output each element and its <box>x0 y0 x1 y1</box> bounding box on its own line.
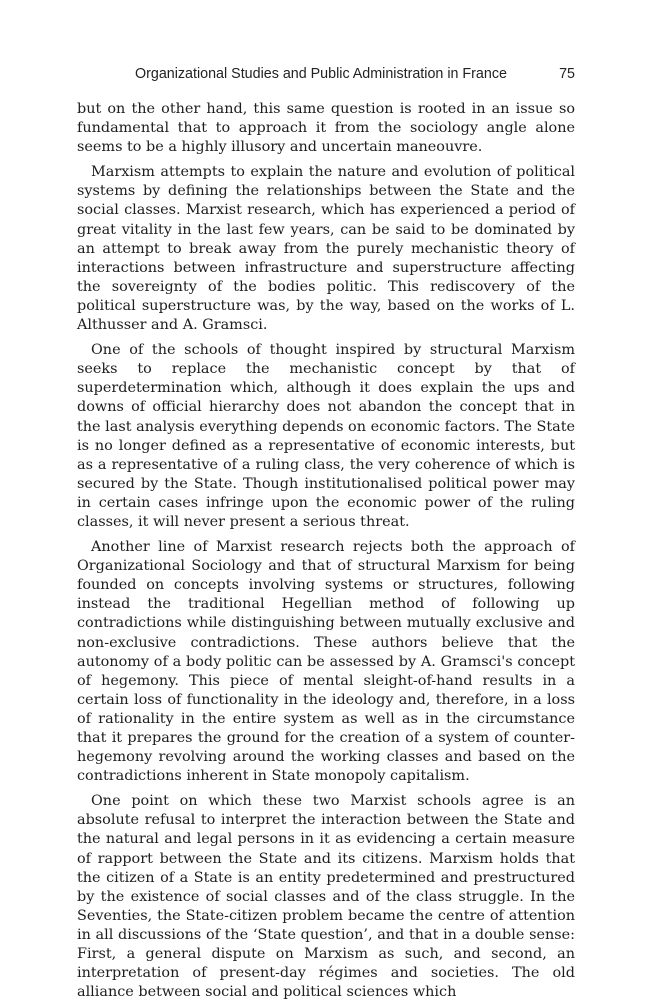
body-text <box>77 100 575 1002</box>
document-page <box>77 62 575 1008</box>
paragraph: Another line of Marxist research rejects both the approach of Organizational Sociology and that of structural Marxism for being founded on concepts involving systems or structures, following instead the traditional Hegellian method of following up contradictions while distinguishing between mutually exclusive and non-exclusive contradictions. These authors believe that the autonomy of a body politic can be assessed by A. Gramsci's concept of hegemony. This piece of mental sleight-of-hand results in a certain loss of functionality in the ideology and, therefore, in a loss of rationality in the entire system as well as in the circumstance that it prepares the ground for the creation of a system of counter-hegemony revolving around the working classes and based on the contradictions inherent in State monopoly capitalism. <box>77 539 575 785</box>
paragraph-continuation: but on the other hand, this same question is rooted in an issue so fundamental that to approach it from the sociology angle alone seems to be a highly illusory and uncertain maneouvre. <box>77 101 575 156</box>
paragraph: One of the schools of thought inspired by structural Marxism seeks to replace the mechanistic concept by that of superdetermination which, although it does explain the ups and downs of official hierarchy does not abandon the concept that in the last analysis everything depends on economic factors. The State is no longer defined as a representative of economic interests, but as a representative of a ruling class, the very coherence of which is secured by the State. Though institutionalised political power may in certain cases infringe upon the economic power of the ruling classes, it will never present a serious threat. <box>77 342 575 530</box>
paragraph: Marxism attempts to explain the nature and evolution of political systems by defining the relationships between the State and the social classes. Marxist research, which has experienced a period of great vitality in the last few years, can be said to be dominated by an attempt to break away from the purely mechanistic theory of interactions between infrastructure and superstructure affecting the sovereignty of the bodies politic. This rediscovery of the political superstructure was, by the way, based on the works of L. Althusser and A. Gramsci. <box>77 164 575 334</box>
running-head <box>77 62 575 92</box>
running-head-title: Organizational Studies and Public Administration in France <box>135 66 507 82</box>
page-number: 75 <box>559 66 575 82</box>
paragraph: One point on which these two Marxist schools agree is an absolute refusal to interpret the interaction between the State and the natural and legal persons in it as evidencing a certain measure of rapport between the State and its citizens. Marxism holds that the citizen of a State is an entity predetermined and prestructured by the existence of social classes and of the class struggle. In the Seventies, the State-citizen problem became the centre of attention in all discussions of the ‘State question’, and that in a double sense: First, a general dispute on Marxism as such, and second, an interpretation of present-day régimes and societies. The old alliance between social and political sciences which <box>77 793 575 1001</box>
